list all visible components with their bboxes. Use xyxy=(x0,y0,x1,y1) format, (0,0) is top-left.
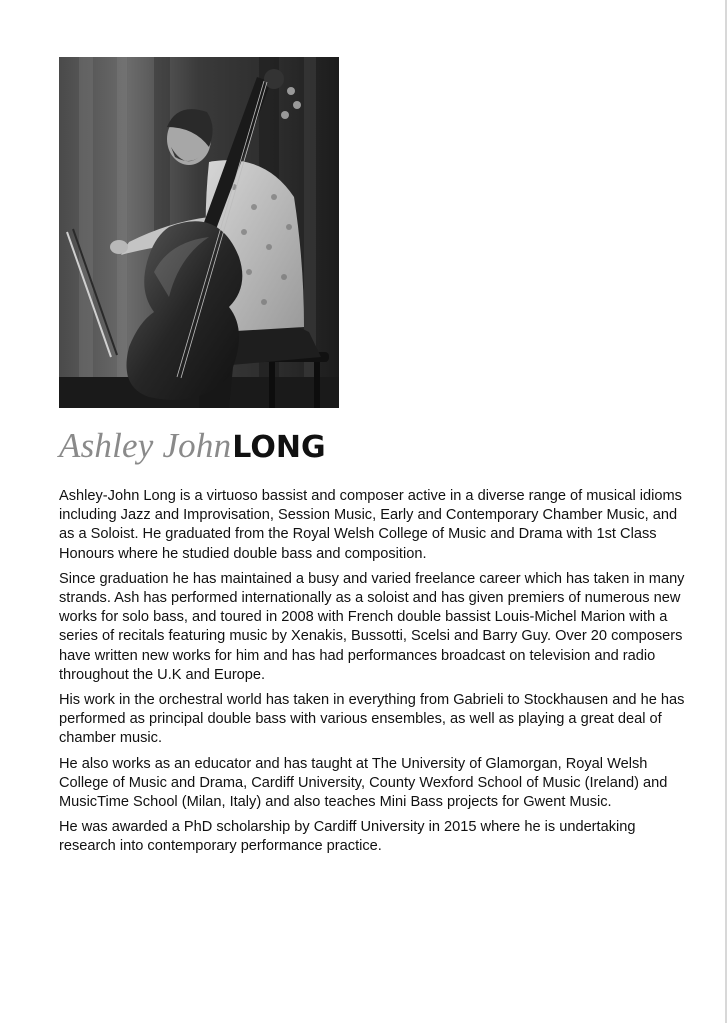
bio-paragraph-3: His work in the orchestral world has taken in everything from Gabrieli to Stockhausen and he has performed as principal double bass with various ensembles, as well as playing a great deal of chamber music. xyxy=(59,692,685,747)
bio-paragraph-5: He was awarded a PhD scholarship by Cardiff University in 2015 where he is undertaking research into contemporary performance practice. xyxy=(59,819,636,855)
biography xyxy=(59,487,689,863)
bio-paragraph-1: Ashley-John Long is a virtuoso bassist and composer active in a diverse range of musical idioms including Jazz and Improvisation, Session Music, Early and Contemporary Chamber Music, and as a Soloist. He graduated from the Royal Welsh College of Music and Drama with 1st Class Honours where he studied double bass and composition. xyxy=(59,488,682,562)
last-name: LONG xyxy=(232,430,326,465)
bio-paragraph-2: Since graduation he has maintained a busy and varied freelance career which has taken in many strands. Ash has performed internationally as a soloist and has given premiers of numerous new works for solo bass, and toured in 2008 with French double bassist Louis-Michel Marion with a series of recitals featuring music by Xenakis, Bussotti, Scelsi and Barry Guy. Over 20 composers have written new works for him and has had performances broadcast on television and radio throughout the U.K and Europe. xyxy=(59,570,685,683)
name-heading xyxy=(59,424,326,468)
bio-paragraph-4: He also works as an educator and has taught at The University of Glamorgan, Royal Welsh College of Music and Drama, Cardiff University, County Wexford School of Music (Ireland) and MusicTime School (Milan, Italy) and also teaches Mini Bass projects for Gwent Music. xyxy=(59,755,668,811)
first-name: Ashley John xyxy=(59,426,232,465)
portrait-photo xyxy=(59,57,339,408)
double-bass-player-icon xyxy=(59,57,339,408)
